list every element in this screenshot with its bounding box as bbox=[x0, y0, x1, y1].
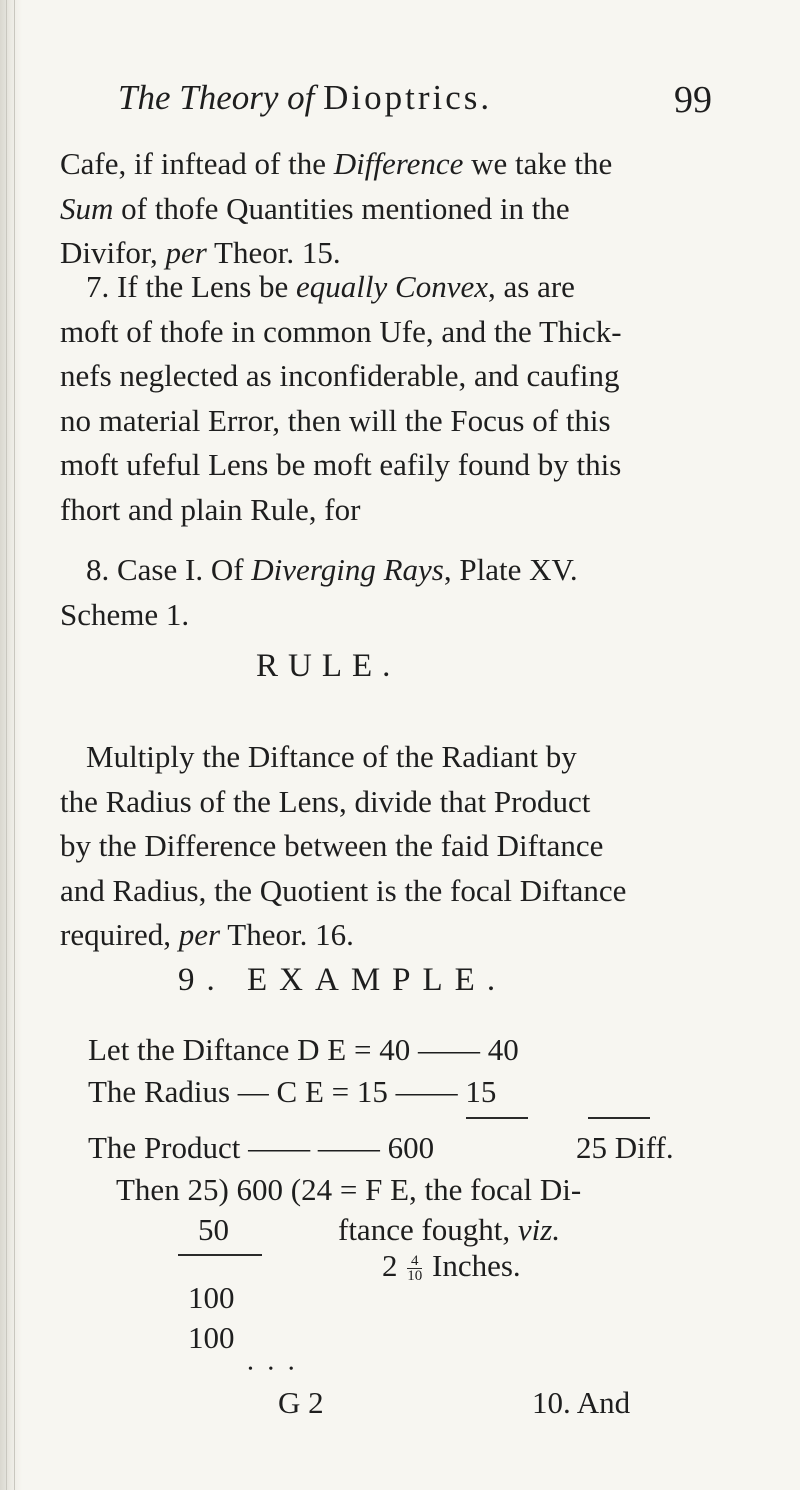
text-line: fhort and plain Rule, for bbox=[60, 491, 361, 527]
text-run-italic: equally Convex bbox=[296, 269, 488, 304]
text-run-italic: viz. bbox=[517, 1212, 561, 1247]
text-line: nefs neglected as inconfiderable, and caufing bbox=[60, 358, 620, 393]
calc-result-value bbox=[382, 1248, 521, 1284]
rule-heading: RULE. bbox=[256, 648, 401, 684]
calc-row-difference: 25 Diff. bbox=[576, 1130, 674, 1165]
calc-row-radius: The Radius — C E = 15 —— 15 bbox=[88, 1074, 497, 1109]
text-run: , as are bbox=[488, 269, 575, 304]
gutter-rule bbox=[14, 0, 15, 1490]
paragraph-8 bbox=[60, 548, 578, 637]
text-line bbox=[86, 548, 578, 593]
calc-row-100a: 100 bbox=[188, 1280, 235, 1315]
text-run: Inches. bbox=[424, 1248, 521, 1283]
text-line: and Radius, the Quotient is the focal Diftance bbox=[60, 872, 627, 908]
text-line: moft of thofe in common Ufe, and the Thick- bbox=[60, 313, 622, 349]
text-line bbox=[60, 187, 612, 232]
calc-row-distance: Let the Diftance D E = 40 —— 40 bbox=[88, 1032, 519, 1067]
text-line: moft ufeful Lens be moft eafily found by this bbox=[60, 447, 622, 482]
whole-number: 2 bbox=[382, 1248, 398, 1283]
text-line: by the Difference between the faid Diftance bbox=[60, 828, 604, 863]
rule-paragraph bbox=[60, 735, 627, 958]
sum-underline bbox=[466, 1117, 528, 1119]
text-line bbox=[86, 265, 622, 310]
paragraph-continuation bbox=[60, 142, 612, 276]
text-run: 8. Case I. Of bbox=[86, 552, 252, 587]
running-header bbox=[118, 78, 712, 128]
paragraph-7 bbox=[60, 265, 622, 532]
ornament-dots: • • • bbox=[248, 1362, 300, 1377]
text-line: the Radius of the Lens, divide that Product bbox=[60, 783, 591, 819]
fraction bbox=[407, 1254, 422, 1283]
difference-underline bbox=[588, 1117, 650, 1119]
page-gutter bbox=[0, 0, 22, 1490]
calc-row-product: The Product —— —— 600 bbox=[88, 1130, 435, 1165]
text-run-italic: Diverging Rays bbox=[251, 552, 444, 587]
catchword: 10. And bbox=[532, 1385, 631, 1420]
text-run: Theor. 16. bbox=[220, 917, 354, 952]
division-underline bbox=[178, 1254, 262, 1256]
signature-mark: G 2 bbox=[278, 1385, 324, 1420]
text-run: 7. If the Lens be bbox=[86, 269, 297, 304]
text-run-italic: Difference bbox=[333, 146, 464, 181]
calc-result-text bbox=[338, 1212, 560, 1248]
text-run: Divifor, bbox=[60, 235, 166, 270]
text-run: required, bbox=[60, 917, 179, 952]
example-heading: 9. EXAMPLE. bbox=[178, 962, 508, 998]
text-line: Scheme 1. bbox=[60, 596, 190, 632]
calc-remainder-50: 50 bbox=[198, 1212, 229, 1247]
text-run: , Plate XV. bbox=[443, 552, 578, 587]
text-run: of thofe Quantities mentioned in the bbox=[113, 190, 570, 226]
text-run: Cafe, if inftead of the bbox=[60, 146, 334, 181]
running-title bbox=[118, 78, 492, 118]
calc-row-100b: 100 bbox=[188, 1320, 235, 1355]
fraction-numerator: 4 bbox=[407, 1254, 422, 1269]
page-number: 99 bbox=[674, 79, 712, 121]
title-caps: Dioptrics. bbox=[323, 78, 493, 117]
text-run-italic: per bbox=[165, 235, 207, 270]
text-line: Multiply the Diftance of the Radiant by bbox=[86, 739, 577, 774]
text-line bbox=[60, 142, 612, 187]
title-italic: The Theory of bbox=[118, 78, 315, 117]
text-line: no material Error, then will the Focus of this bbox=[60, 402, 611, 438]
calc-row-division: Then 25) 600 (24 = F E, the focal Di- bbox=[116, 1172, 582, 1207]
fraction-denominator: 10 bbox=[407, 1268, 423, 1285]
text-run-italic: per bbox=[178, 917, 221, 952]
text-run: ftance fought, bbox=[338, 1212, 518, 1247]
text-run: we take the bbox=[463, 146, 613, 181]
text-run: Theor. 15. bbox=[206, 235, 341, 270]
text-line bbox=[60, 913, 626, 958]
text-run-italic: Sum bbox=[60, 190, 114, 226]
gutter-rule bbox=[6, 0, 7, 1490]
book-page bbox=[48, 0, 768, 1490]
